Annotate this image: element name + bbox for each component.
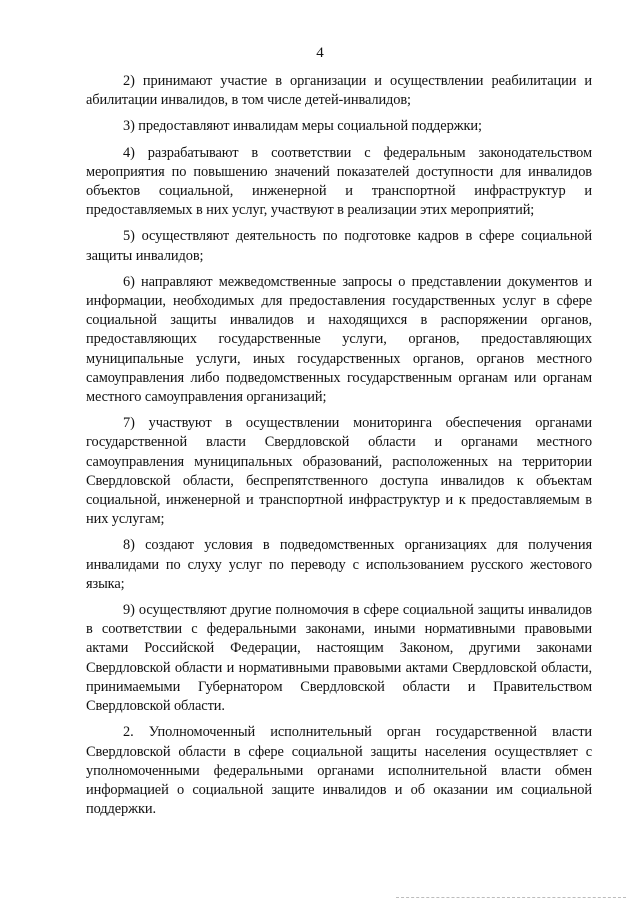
document-body — [86, 72, 592, 825]
paragraph-item-7: 7) участвуют в осуществлении мониторинга обеспечения органами государственной власти Свердловской области и органами местного самоуправления муниципальных образований, расположенных на территории Свердловской области, беспрепятственного доступа инвалидов к объектам социальной, инженерной и транспортной инфраструктур и к предоставляемым в них услугам; — [86, 415, 592, 528]
paragraph-item-3: 3) предоставляют инвалидам меры социальной поддержки; — [123, 118, 482, 135]
paragraph-item-9: 9) осуществляют другие полномочия в сфере социальной защиты инвалидов в соответствии с федеральными законами, иными нормативными правовыми актами Российской Федерации, настоящим Законом, другими законами Свердловской области и нормативными правовыми актами Свердловской области, принимаемыми Губернатором Свердловской области и Правительством Свердловской области. — [86, 602, 592, 715]
paragraph-item-2: 2) принимают участие в организации и осуществлении реабилитации и абилитации инвалидов, в том числе детей-инвалидов; — [86, 73, 592, 109]
paragraph-item-5: 5) осуществляют деятельность по подготовке кадров в сфере социальной защиты инвалидов; — [86, 228, 592, 264]
page-number: 4 — [316, 45, 324, 61]
paragraph-item-8: 8) создают условия в подведомственных организациях для получения инвалидами по слуху услуг по переводу с использованием русского жестового языка; — [86, 537, 592, 592]
paragraph-item-6: 6) направляют межведомственные запросы о представлении документов и информации, необходимых для предоставления государственных услуг в сфере социальной защиты инвалидов и находящихся в распоряжении органов, предоставляющих государственные услуги, органов, предоставляющих муниципальные услуги, иных государственных органов, органов местного самоуправления либо подведомственных государственным органам или органам местного самоуправления организаций; — [86, 273, 592, 406]
paragraph-item-4: 4) разрабатывают в соответствии с федеральным законодательством мероприятия по повышению значений показателей доступности для инвалидов объектов социальной, инженерной и транспортной инфраструктур и предоставляемых в них услуг, участвуют в реализации этих мероприятий; — [86, 144, 592, 219]
paragraph-section-2: 2. Уполномоченный исполнительный орган государственной власти Свердловской области в сфере социальной защиты населения осуществляет с уполномоченными федеральными органами исполнительной власти обмен информацией о социальной защите инвалидов и об оказании им социальной поддержки. — [86, 724, 592, 818]
footer-divider — [396, 897, 626, 899]
